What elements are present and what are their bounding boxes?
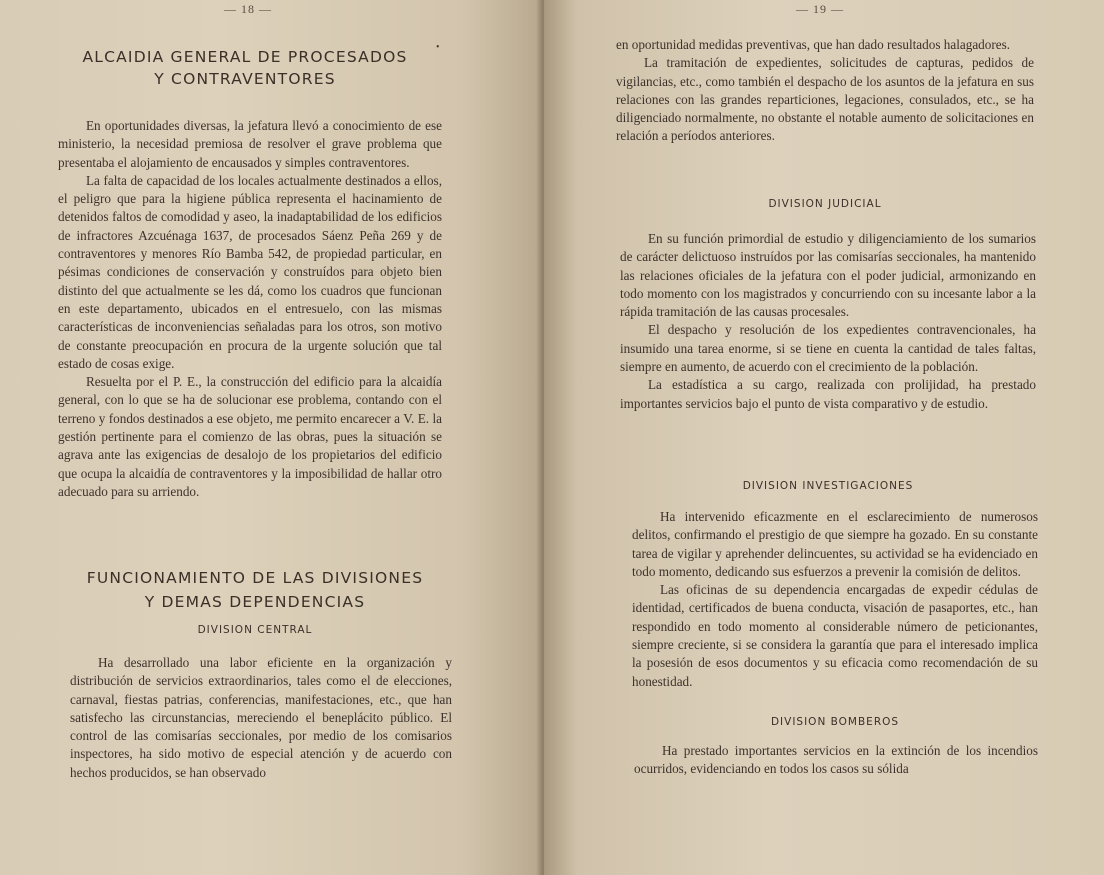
paragraph: Ha desarrollado una labor eficiente en la organización y distribución de servicios extraordinarios, tales como el de elecciones, carnaval, fiestas patrias, conferencias, manifestaciones, etc., que han satisfecho las circunstancias, mereciendo el beneplácito público. El control de las comisarías seccionales, por medio de los comisarios inspectores, ha sido motivo de especial atención y de acuerdo con hechos producidos, se han observado: [70, 655, 452, 780]
left-page: [0, 0, 544, 875]
paragraph: La tramitación de expedientes, solicitudes de capturas, pedidos de vigilancias, etc., como también el despacho de los asuntos de la jefatura en sus relaciones con las grandes reparticiones, legaciones, consulados, etc., se ha diligenciado normalmente, no obstante el notable aumento de solicitaciones en relación a períodos anteriores.: [616, 55, 1034, 144]
page-number-19: — 19 —: [796, 2, 844, 16]
section-title-line-2: Y DEMAS DEPENDENCIAS: [144, 593, 366, 611]
continuation-text: [616, 36, 1034, 146]
division-central-text: [70, 654, 452, 782]
paragraph: Ha intervenido eficazmente en el esclarecimiento de numerosos delitos, confirmando el prestigio de que siempre ha gozado. En su constante tarea de vigilar y aprehender delincuentes, su actividad se ha evidenciado en todo momento, dedicando sus esfuerzos a prevenir la comisión de delitos.: [632, 509, 1038, 579]
subheading: DIVISION BOMBEROS: [770, 716, 900, 728]
paragraph: En su función primordial de estudio y diligenciamiento de los sumarios de carácter delictuoso instruídos por las comisarías seccionales, ha mantenido las relaciones oficiales de la jefatura con el poder judicial, armonizando en todo momento con los magistrados y concurriendo con su incesante labor a la rápida tramitación de las causas procesales.: [620, 231, 1036, 320]
division-investigaciones-text: [632, 508, 1038, 691]
division-central-heading: [70, 624, 440, 636]
section-title-line-2: Y CONTRAVENTORES: [154, 70, 336, 88]
section-title-line-1: FUNCIONAMIENTO DE LAS DIVISIONES: [86, 569, 424, 587]
division-bomberos-text: [634, 742, 1038, 779]
paragraph: en oportunidad medidas preventivas, que han dado resultados halagadores.: [616, 37, 1011, 52]
subheading: DIVISION INVESTIGACIONES: [742, 480, 914, 492]
division-judicial-text: [620, 230, 1036, 413]
right-page: [544, 0, 1104, 875]
subheading: DIVISION CENTRAL: [197, 624, 313, 636]
subheading: DIVISION JUDICIAL: [768, 198, 882, 210]
section-title-funcionamiento: [70, 566, 440, 614]
paragraph: Resuelta por el P. E., la construcción del edificio para la alcaidía general, con lo que se ha de solucionar ese problema, contando con el terreno y fondos destinados a ese objeto, me permito encarecer a V. E. la gestión pertinente para el comienzo de las obras, pues la situación se agrava ante las exigencias de desalojo de los propietarios del edificio que ocupa la alcaidía de contraventores y la imposibilidad de hallar otro adecuado para su arriendo.: [58, 374, 442, 499]
ink-dot: •: [436, 42, 440, 53]
paragraph: El despacho y resolución de los expedientes contravencionales, ha insumido una tarea enorme, si se tiene en cuenta la cantidad de tales faltas, siempre en aumento, de acuerdo con el crecimiento de la población.: [620, 322, 1036, 375]
paragraph: La falta de capacidad de los locales actualmente destinados a ellos, el peligro que para la higiene pública representa el hacinamiento de detenidos faltos de comodidad y aseo, la inadaptabilidad de los edificios de infractores Azcuénaga 1637, de procesados Sáenz Peña 269 y de contraventores y menores Río Bamba 542, de propiedad particular, en pésimas condiciones de conservación y construídos para objeto bien distinto del que actualmente se les dá, como los cuadros que funcionan en este departamento, ubicados en el entresuelo, con las mismas características de inconveniencias señaladas para los otros, son motivo de constante preocupación en procura de la urgente solución que tal estado de cosas exige.: [58, 172, 442, 371]
division-investigaciones-heading: [620, 480, 1036, 492]
paragraph: Ha prestado importantes servicios en la extinción de los incendios ocurridos, evidenciando en todos los casos su sólida: [634, 743, 1038, 777]
section-title-alcaidia: [60, 46, 430, 90]
paragraph: En oportunidades diversas, la jefatura llevó a conocimiento de ese ministerio, la necesidad premiosa de resolver el grave problema que presentaba el alojamiento de encausados y simples contraventores.: [58, 118, 442, 170]
alcaidia-text: [58, 117, 442, 501]
section-title-line-1: ALCAIDIA GENERAL DE PROCESADOS: [82, 48, 408, 66]
division-judicial-heading: [616, 198, 1034, 210]
paragraph: Las oficinas de su dependencia encargadas de expedir cédulas de identidad, certificados de buena conducta, visación de pasaportes, etc., han respondido en todo momento al considerable número de peticionantes, siempre creciente, si se considera la garantía que para el interesado implica la posesión de esos documentos y su eficacia como recomendación de su honestidad.: [632, 582, 1038, 689]
division-bomberos-heading: [632, 716, 1038, 728]
page-number-18: — 18 —: [224, 2, 272, 16]
paragraph: La estadística a su cargo, realizada con prolijidad, ha prestado importantes servicios bajo el punto de vista comparativo y de estudio.: [620, 377, 1036, 411]
